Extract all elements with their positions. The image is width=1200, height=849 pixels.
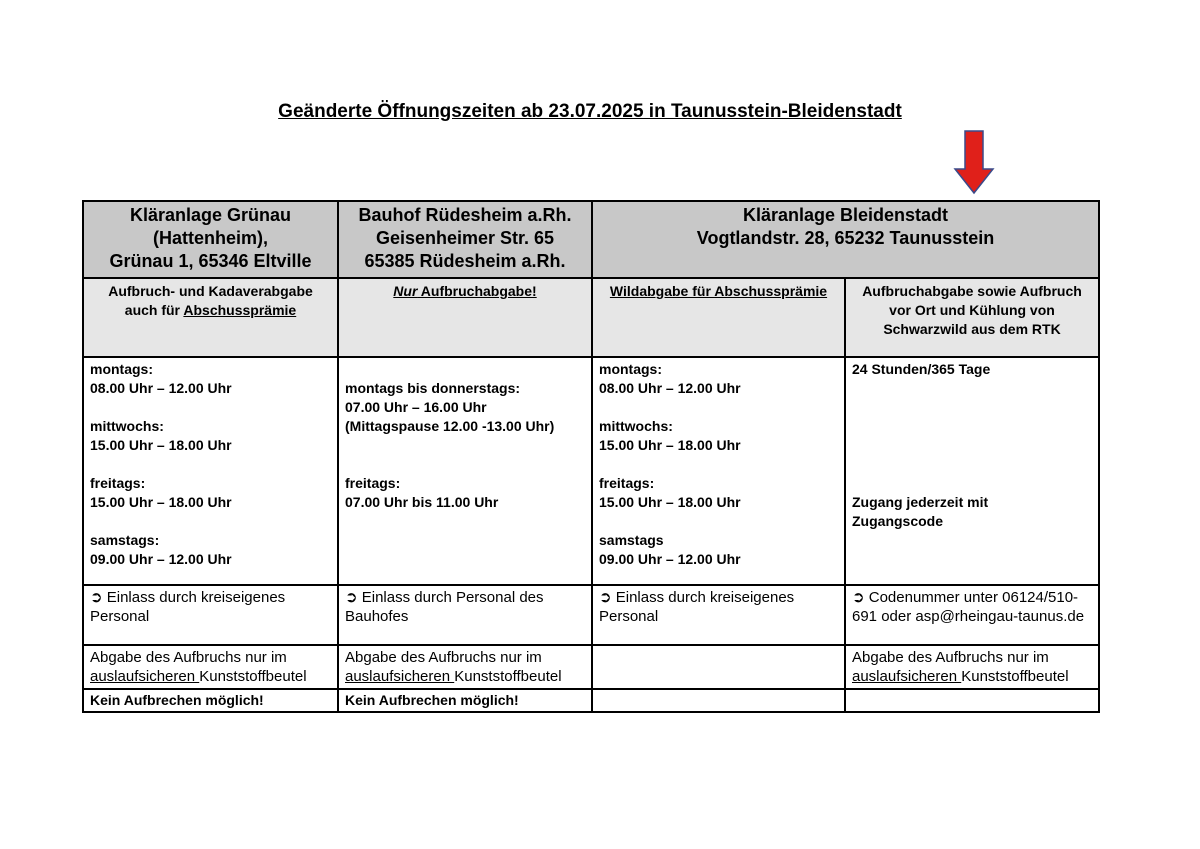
times-gruenau: montags: 08.00 Uhr – 12.00 Uhr mittwochs: 15.00 Uhr – 18.00 Uhr freitags: 15.00 Uhr – 18.00 Uhr samstags: 09.00 Uhr – 12.00 Uhr [83,357,338,585]
empty-cell [845,689,1099,712]
times-bleidenstadt-wild: montags: 08.00 Uhr – 12.00 Uhr mittwochs: 15.00 Uhr – 18.00 Uhr freitags: 15.00 Uhr – 18.00 Uhr samstags 09.00 Uhr – 12.00 Uhr [592,357,845,585]
note-bleidenstadt-wild: ➲ Einlass durch kreiseigenes Personal [592,585,845,645]
header-klaeranlage-gruenau: Kläranlage Grünau (Hattenheim), Grünau 1, 65346 Eltville [83,201,338,278]
note-bauhof: ➲ Einlass durch Personal des Bauhofes [338,585,592,645]
header-klaeranlage-bleidenstadt: Kläranlage Bleidenstadt Vogtlandstr. 28, 65232 Taunusstein [592,201,1099,278]
note-bleidenstadt-code: ➲ Codenummer unter 06124/510-691 oder asp@rheingau-taunus.de [845,585,1099,645]
no-opening-bauhof: Kein Aufbrechen möglich! [338,689,592,712]
empty-cell [592,689,845,712]
service-gruenau: Aufbruch- und Kadaverabgabe auch für Abschussprämie [83,278,338,357]
red-arrow-down-icon [953,129,995,195]
times-row [83,357,1099,585]
service-bleidenstadt-aufbruch: Aufbruchabgabe sowie Aufbruch vor Ort und Kühlung von Schwarzwild aus dem RTK [845,278,1099,357]
notes-row [83,585,1099,645]
no-opening-row [83,689,1099,712]
bag-bleidenstadt-aufbruch: Abgabe des Aufbruchs nur im auslaufsicheren Kunststoffbeutel [845,645,1099,689]
opening-hours-table [82,200,1100,713]
header-bauhof-ruedesheim: Bauhof Rüdesheim a.Rh. Geisenheimer Str. 65 65385 Rüdesheim a.Rh. [338,201,592,278]
service-bauhof: Nur Aufbruchabgabe! [338,278,592,357]
no-opening-gruenau: Kein Aufbrechen möglich! [83,689,338,712]
page-title: Geänderte Öffnungszeiten ab 23.07.2025 in Taunusstein-Bleidenstadt [278,101,902,122]
header-row [83,201,1099,278]
service-row [83,278,1099,357]
note-gruenau: ➲ Einlass durch kreiseigenes Personal [83,585,338,645]
times-bauhof: montags bis donnerstags: 07.00 Uhr – 16.00 Uhr (Mittagspause 12.00 -13.00 Uhr) freitags: 07.00 Uhr bis 11.00 Uhr [338,357,592,585]
bag-gruenau: Abgabe des Aufbruchs nur im auslaufsicheren Kunststoffbeutel [83,645,338,689]
times-bleidenstadt-aufbruch: 24 Stunden/365 Tage Zugang jederzeit mit Zugangscode [845,357,1099,585]
bag-row [83,645,1099,689]
bag-bauhof: Abgabe des Aufbruchs nur im auslaufsicheren Kunststoffbeutel [338,645,592,689]
service-bleidenstadt-wild: Wildabgabe für Abschussprämie [592,278,845,357]
bag-bleidenstadt-wild-empty [592,645,845,689]
